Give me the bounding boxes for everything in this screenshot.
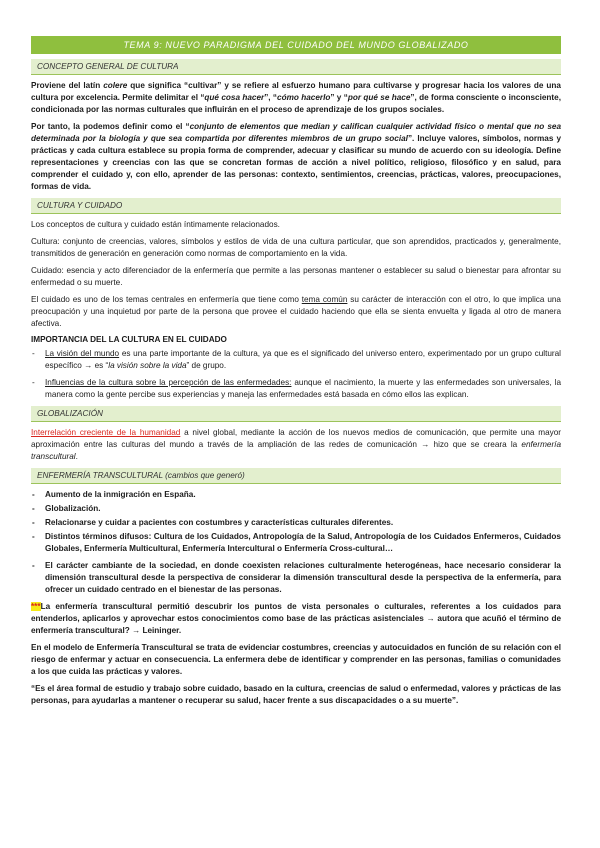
- importance-list: [31, 348, 561, 401]
- list-item: - Relacionarse y cuidar a pacientes con costumbres y características culturales diferentes.: [31, 517, 561, 529]
- page-title: TEMA 9: NUEVO PARADIGMA DEL CUIDADO DEL MUNDO GLOBALIZADO: [31, 36, 561, 54]
- paragraph-tema-comun: El cuidado es uno de los temas centrales en enfermería que tiene como tema común su carácter de interacción con el otro, lo que implica una preocupación y una inquietud por parte de la persona que provee el cuidado haciendo que ella se sienta envuelta y ligada al otro de manera afectiva.: [31, 295, 561, 328]
- list-item: - Aumento de la inmigración en España.: [31, 489, 561, 501]
- paragraph-definition: Por tanto, la podemos definir como el “conjunto de elementos que median y califican cualquier actividad físico o mental que no sea determinada por la biología y que sea compartida por diferentes miembros de un grupo social”. Incluye valores, símbolos, normas y prácticas y cada cultura establece su propia forma de comprender, adecuar y clasificar su mundo de acuerdo con su ideología. Define representaciones y creencias con las que se concretan formas de acción a nivel político, religioso, filosófico y en salud, para comprender el cuidado y, con ello, aprender de las personas: contexto, sentimientos, creencias, prácticas, valores, preocupaciones, formas de vida.: [31, 122, 562, 191]
- changes-list: [31, 489, 561, 596]
- paragraph-modelo: En el modelo de Enfermería Transcultural se trata de evidenciar costumbres, creencias y autocuidados en función de su relación con el riesgo de enfermar y actuar en consecuencia. La enfermera debe de identificar y comprender en las personas, familias o comunidades a los que cuida las prácticas y valores.: [31, 643, 561, 676]
- list-item: - Distintos términos difusos: Cultura de los Cuidados, Antropología de la Salud, Antropología de los Cuidados Enfermeros, Cuidados Globales, Enfermería Multicultural, Enfermería Intercultural o Enfermería Cross-cultural…: [31, 531, 561, 555]
- list-item: - El carácter cambiante de la sociedad, en donde coexisten relaciones culturalmente heterogéneas, hace necesario considerar la dimensión transcultural desde la perspectiva de considerar la dimensión transcultural desde la perspectiva de la enfermería, para ofrecer un cuidado centrado en el bienestar de las personas.: [31, 560, 561, 596]
- subheading-importancia: IMPORTANCIA DEL LA CULTURA EN EL CUIDADO: [31, 335, 227, 344]
- paragraph-leininger: ***La enfermería transcultural permitió descubrir los puntos de vista personales o culturales, referentes a los cuidados para entenderlos, aplicarlos y aprovechar estos conocimientos como base de las prácticas asistenciales → autora que acuñó el término de enfermería transcultural? → Leininger.: [31, 602, 561, 635]
- section-heading-transcultural: ENFERMERÍA TRANSCULTURAL (cambios que generó): [31, 468, 561, 484]
- paragraph-globalizacion: Interrelación creciente de la humanidad a nivel global, mediante la acción de los nuevos medios de comunicación, que permite una mayor aproximación entre las culturas del mundo a través de la ampliación de las redes de comunicación → hizo que se creara la enfermería transcultural.: [31, 428, 561, 461]
- section-heading-globalizacion: GLOBALIZACIÓN: [31, 406, 561, 422]
- list-item: - Globalización.: [31, 503, 561, 515]
- paragraph-relation: Los conceptos de cultura y cuidado están íntimamente relacionados.: [31, 220, 280, 229]
- list-item: - Influencias de la cultura sobre la percepción de las enfermedades: aunque el nacimiento, la muerte y las enfermedades son universales, la manera como la gente percibe sus experiencias y maneja las enfermedades está basada en cómo ellos las explican.: [31, 377, 561, 401]
- paragraph-origin: Proviene del latín colere que significa “cultivar” y se refiere al esfuerzo humano para cultivarse y progresar hacia los valores de una cultura por excelencia. Permite delimitar el “qué cosa hacer”, “cómo hacerlo” y “por qué se hace”, de forma consciente o inconsciente, condicionada por las normas culturales que influirán en el proceso de aprendizaje de los grupos sociales.: [31, 81, 561, 114]
- paragraph-quote: “Es el área formal de estudio y trabajo sobre cuidado, basado en la cultura, creencias de salud o enfermedad, valores y prácticas de las personas, para ayudarlas a mantener o recuperar su salud, hacer frente a sus discapacidades o a su muerte”.: [31, 684, 561, 705]
- paragraph-cultura: Cultura: conjunto de creencias, valores, símbolos y estilos de vida de una cultura particular, que son aprendidos, practicados y, generalmente, transmitidos de generación en generación como normas de comportamiento en la vida.: [31, 237, 561, 258]
- document-page: [31, 36, 561, 712]
- paragraph-cuidado: Cuidado: esencia y acto diferenciador de la enfermería que permite a las personas mantener o establecer su salud o bienestar para afrontar su enfermedad o su muerte.: [31, 266, 561, 287]
- section-heading-concepto: CONCEPTO GENERAL DE CULTURA: [31, 59, 561, 75]
- section-heading-cultura-cuidado: CULTURA Y CUIDADO: [31, 198, 561, 214]
- list-item: - La visión del mundo es una parte importante de la cultura, ya que es el significado del universo entero, experimentado por un grupo cultural específico → es “la visión sobre la vida” de grupo.: [31, 348, 561, 372]
- highlight-mark: ***: [31, 602, 41, 611]
